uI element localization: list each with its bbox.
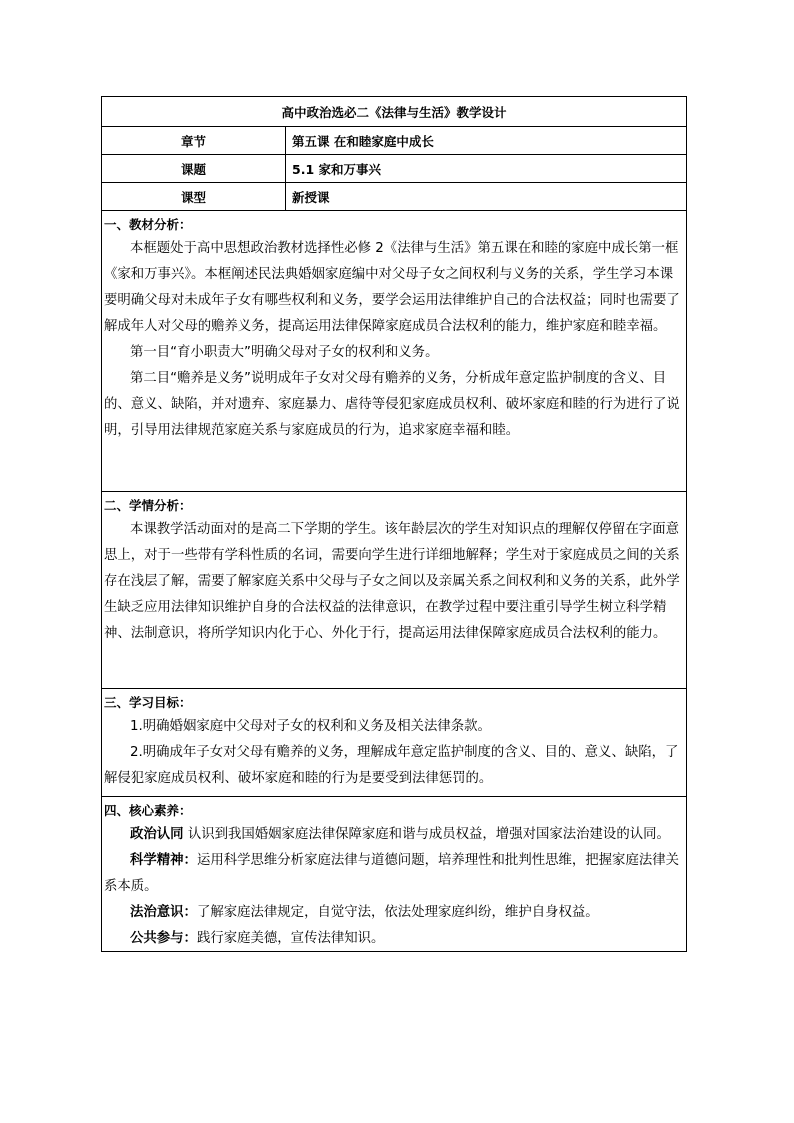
meta-label: 章节: [102, 127, 286, 154]
paragraph: 本课教学活动面对的是高二下学期的学生。该年龄层次的学生对知识点的理解仅停留在字面意思上，对于一些带有学科性质的名词，需要向学生进行详细地解释；学生对于家庭成员之间的关系存在浅层了解，需要了解家庭关系中父母与子女之间以及亲属关系之间权利和义务的关系，此外学生缺乏应用法律知识维护自身的合法权益的法律意识，在教学过程中要注重引导学生树立科学精神、法制意识，将所学知识内化于心、外化于行，提高运用法律保障家庭成员合法权利的能力。: [104, 522, 680, 641]
paragraph: 第一目“育小职责大”明确父母对子女的权利和义务。: [130, 345, 439, 360]
goal-item: 2.明确成年子女对父母有赡养的义务，理解成年意定监护制度的含义、目的、意义、缺陷，了解侵犯家庭成员权利、破坏家庭和睦的行为是要受到法律惩罚的。: [104, 745, 679, 786]
literacy-term: 政治认同: [130, 827, 184, 842]
literacy-item: [104, 848, 682, 900]
meta-row-chapter: [102, 127, 686, 155]
section-student-analysis: [102, 492, 686, 689]
document-title: 高中政治选必二《法律与生活》教学设计: [102, 97, 686, 127]
section-heading: 二、学情分析：: [104, 498, 192, 513]
goal-item: 1.明确婚姻家庭中父母对子女的权利和义务及相关法律条款。: [130, 719, 491, 734]
literacy-item: [104, 822, 682, 848]
paragraph: 第二目“赡养是义务”说明成年子女对父母有赡养的义务，分析成年意定监护制度的含义、目的、意义、缺陷，并对遗弃、家庭暴力、虐待等侵犯家庭成员权利、破坏家庭和睦的行为进行了说明，引导用法律规范家庭关系与家庭成员的行为，追求家庭幸福和睦。: [104, 371, 680, 438]
literacy-item: [104, 900, 682, 926]
meta-value: 5.1 家和万事兴: [292, 161, 381, 177]
section-heading: 四、核心素养：: [104, 803, 192, 818]
meta-label: 课题: [102, 155, 286, 182]
literacy-term: 公共参与：: [130, 931, 197, 946]
section-core-literacy: [102, 797, 686, 951]
section-heading: 一、教材分析：: [104, 217, 192, 232]
meta-value: 第五课 在和睦家庭中成长: [292, 133, 434, 149]
meta-row-topic: [102, 155, 686, 183]
meta-row-lesson-type: [102, 183, 686, 211]
literacy-text: 践行家庭美德，宣传法律知识。: [196, 931, 385, 946]
section-learning-goals: [102, 689, 686, 797]
literacy-text: 运用科学思维分析家庭法律与道德问题，培养理性和批判性思维，把握家庭法律关系本质。: [104, 853, 680, 894]
literacy-term: 科学精神：: [130, 853, 197, 868]
literacy-text: 认识到我国婚姻家庭法律保障家庭和谐与成员权益，增强对国家法治建设的认同。: [187, 827, 670, 842]
paragraph: 本框题处于高中思想政治教材选择性必修 2《法律与生活》第五课在和睦的家庭中成长第一框《家和万事兴》。本框阐述民法典婚姻家庭编中对父母子女之间权利与义务的关系，学生学习本课要明确父母对未成年子女有哪些权利和义务，要学会运用法律维护自己的合法权益；同时也需要了解成年人对父母的赡养义务，提高运用法律保障家庭成员合法权利的能力，维护家庭和睦幸福。: [104, 241, 680, 334]
literacy-text: 了解家庭法律规定，自觉守法，依法处理家庭纠纷，维护自身权益。: [196, 905, 599, 920]
section-heading: 三、学习目标：: [104, 695, 192, 710]
lesson-plan-table: [101, 96, 687, 952]
literacy-term: 法治意识：: [130, 905, 197, 920]
literacy-item: [104, 926, 682, 952]
meta-value: 新授课: [292, 189, 330, 205]
meta-label: 课型: [102, 183, 286, 210]
section-textbook-analysis: [102, 211, 686, 492]
